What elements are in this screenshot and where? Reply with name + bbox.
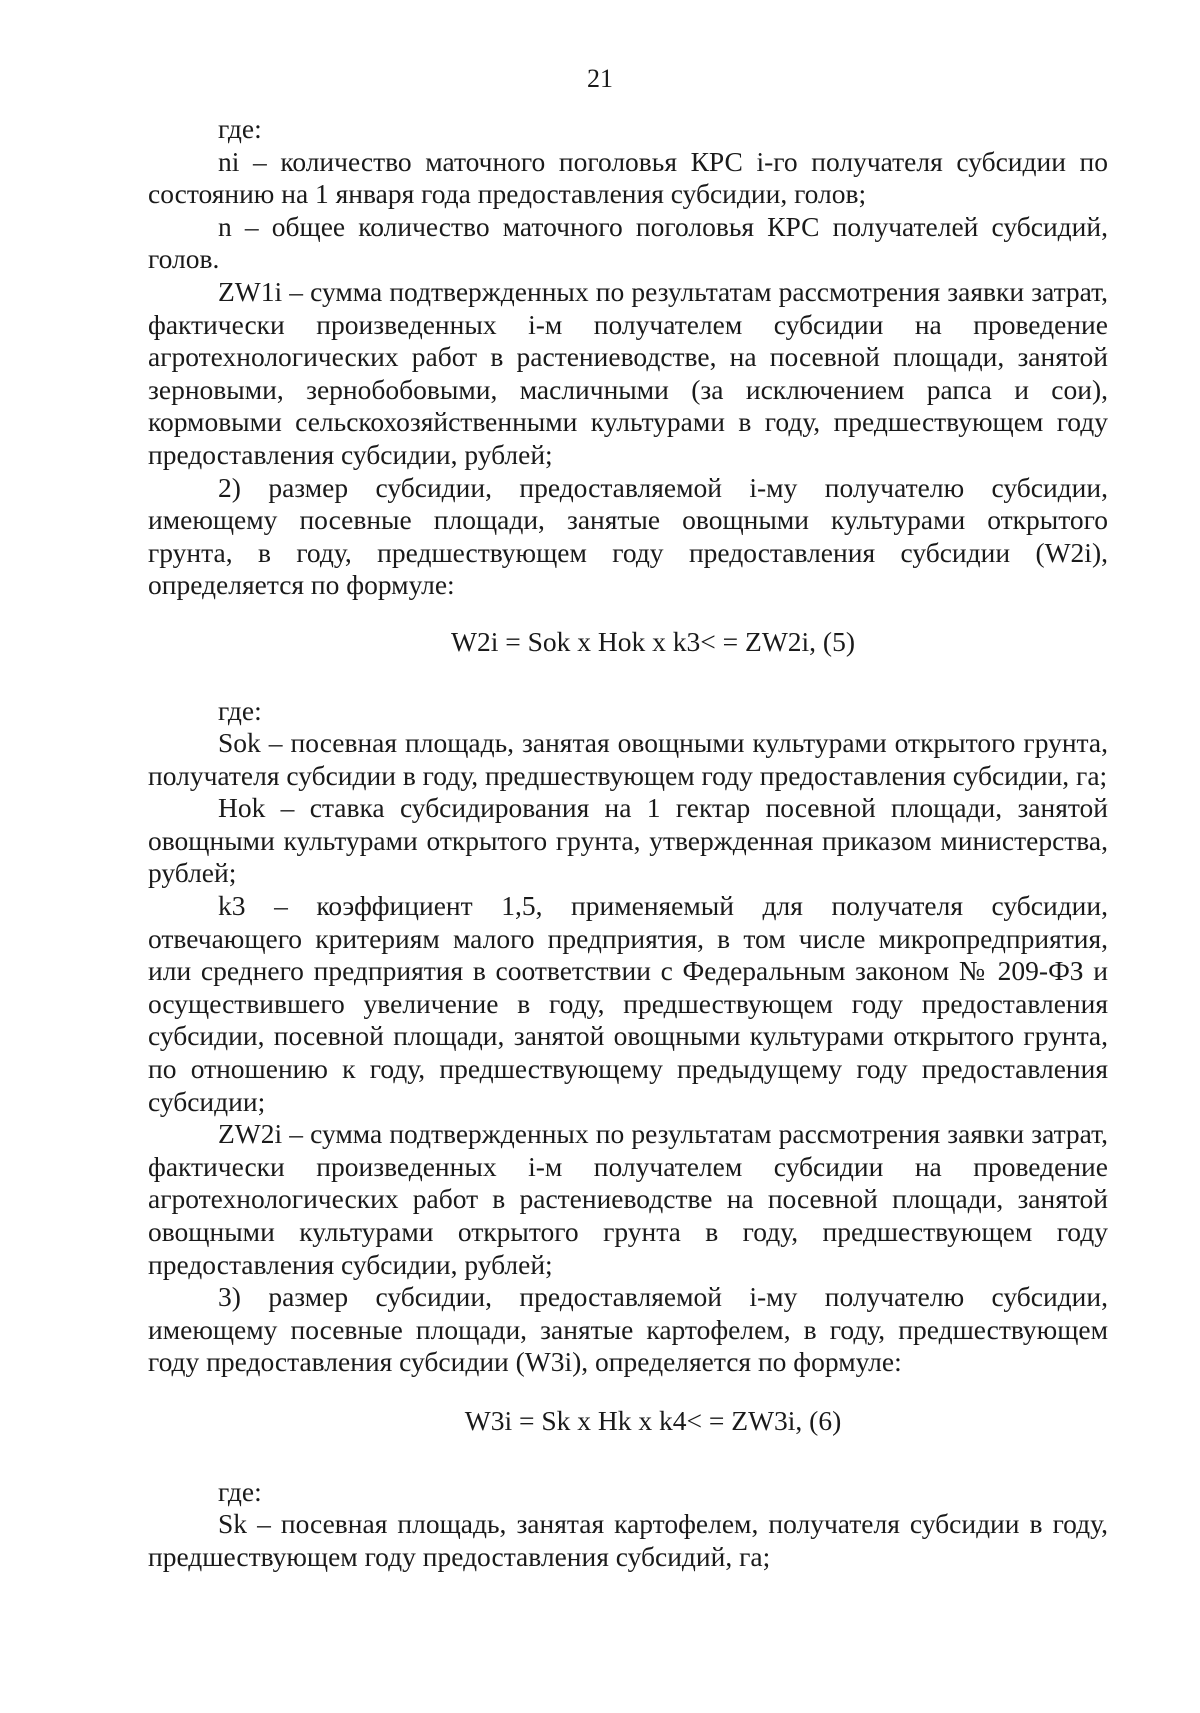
formula-6: W3i = Sk x Hk x k4< = ZW3i, (6): [464, 1404, 842, 1436]
page-number: 21: [587, 64, 613, 93]
paragraph: ZW1i – сумма подтвержденных по результатам рассмотрения заявки затрат, фактически произведенных i-м получателем субсидии на проведение агротехнологических работ в растениеводстве, на посевной площади, занятой зерновыми, зернобобовыми, масличными (за исключением рапса и сои), кормовыми сельскохозяйственными культурами в году, предшествующем году предоставления субсидии, рублей;: [148, 275, 1108, 470]
paragraph: Hok – ставка субсидирования на 1 гектар посевной площади, занятой овощными культурами открытого грунта, утвержденная приказом министерства, рублей;: [148, 792, 1108, 889]
paragraph: 3) размер субсидии, предоставляемой i-му получателю субсидии, имеющему посевные площади, занятые картофелем, в году, предшествующем году предоставления субсидии (W3i), определяется по формуле:: [148, 1281, 1108, 1378]
paragraph: где:: [218, 1475, 262, 1507]
paragraph: n – общее количество маточного поголовья КРС получателей субсидий, голов.: [148, 210, 1108, 275]
paragraph: k3 – коэффициент 1,5, применяемый для получателя субсидии, отвечающего критериям малого предприятия, в том числе микропредприятия, или среднего предприятия в соответствии с Федеральным законом № 209-ФЗ и осуществившего увеличение в году, предшествующем году предоставления субсидии, посевной площади, занятой овощными культурами открытого грунта, по отношению к году, предшествующему предыдущему году предоставления субсидии;: [148, 890, 1108, 1117]
paragraph: где:: [218, 694, 262, 726]
paragraph: где:: [218, 113, 262, 144]
paragraph: ZW2i – сумма подтвержденных по результатам рассмотрения заявки затрат, фактически произведенных i-м получателем субсидии на проведение агротехнологических работ в растениеводстве на посевной площади, занятой овощными культурами открытого грунта в году, предшествующем году предоставления субсидии, рублей;: [148, 1118, 1108, 1280]
paragraph: ni – количество маточного поголовья КРС i-го получателя субсидии по состоянию на 1 января года предоставления субсидии, голов;: [148, 145, 1108, 210]
paragraph: Sok – посевная площадь, занятая овощными культурами открытого грунта, получателя субсидии в году, предшествующем году предоставления субсидии, га;: [148, 727, 1108, 791]
paragraph: Sk – посевная площадь, занятая картофелем, получателя субсидии в году, предшествующем году предоставления субсидий, га;: [148, 1508, 1108, 1572]
formula-5: W2i = Sok x Hok x k3< = ZW2i, (5): [451, 625, 855, 657]
paragraph: 2) размер субсидии, предоставляемой i-му получателю субсидии, имеющему посевные площади, занятые овощными культурами открытого грунта, в году, предшествующем году предоставления субсидии (W2i), определяется по формуле:: [148, 471, 1108, 601]
document-body: [148, 113, 1108, 1573]
